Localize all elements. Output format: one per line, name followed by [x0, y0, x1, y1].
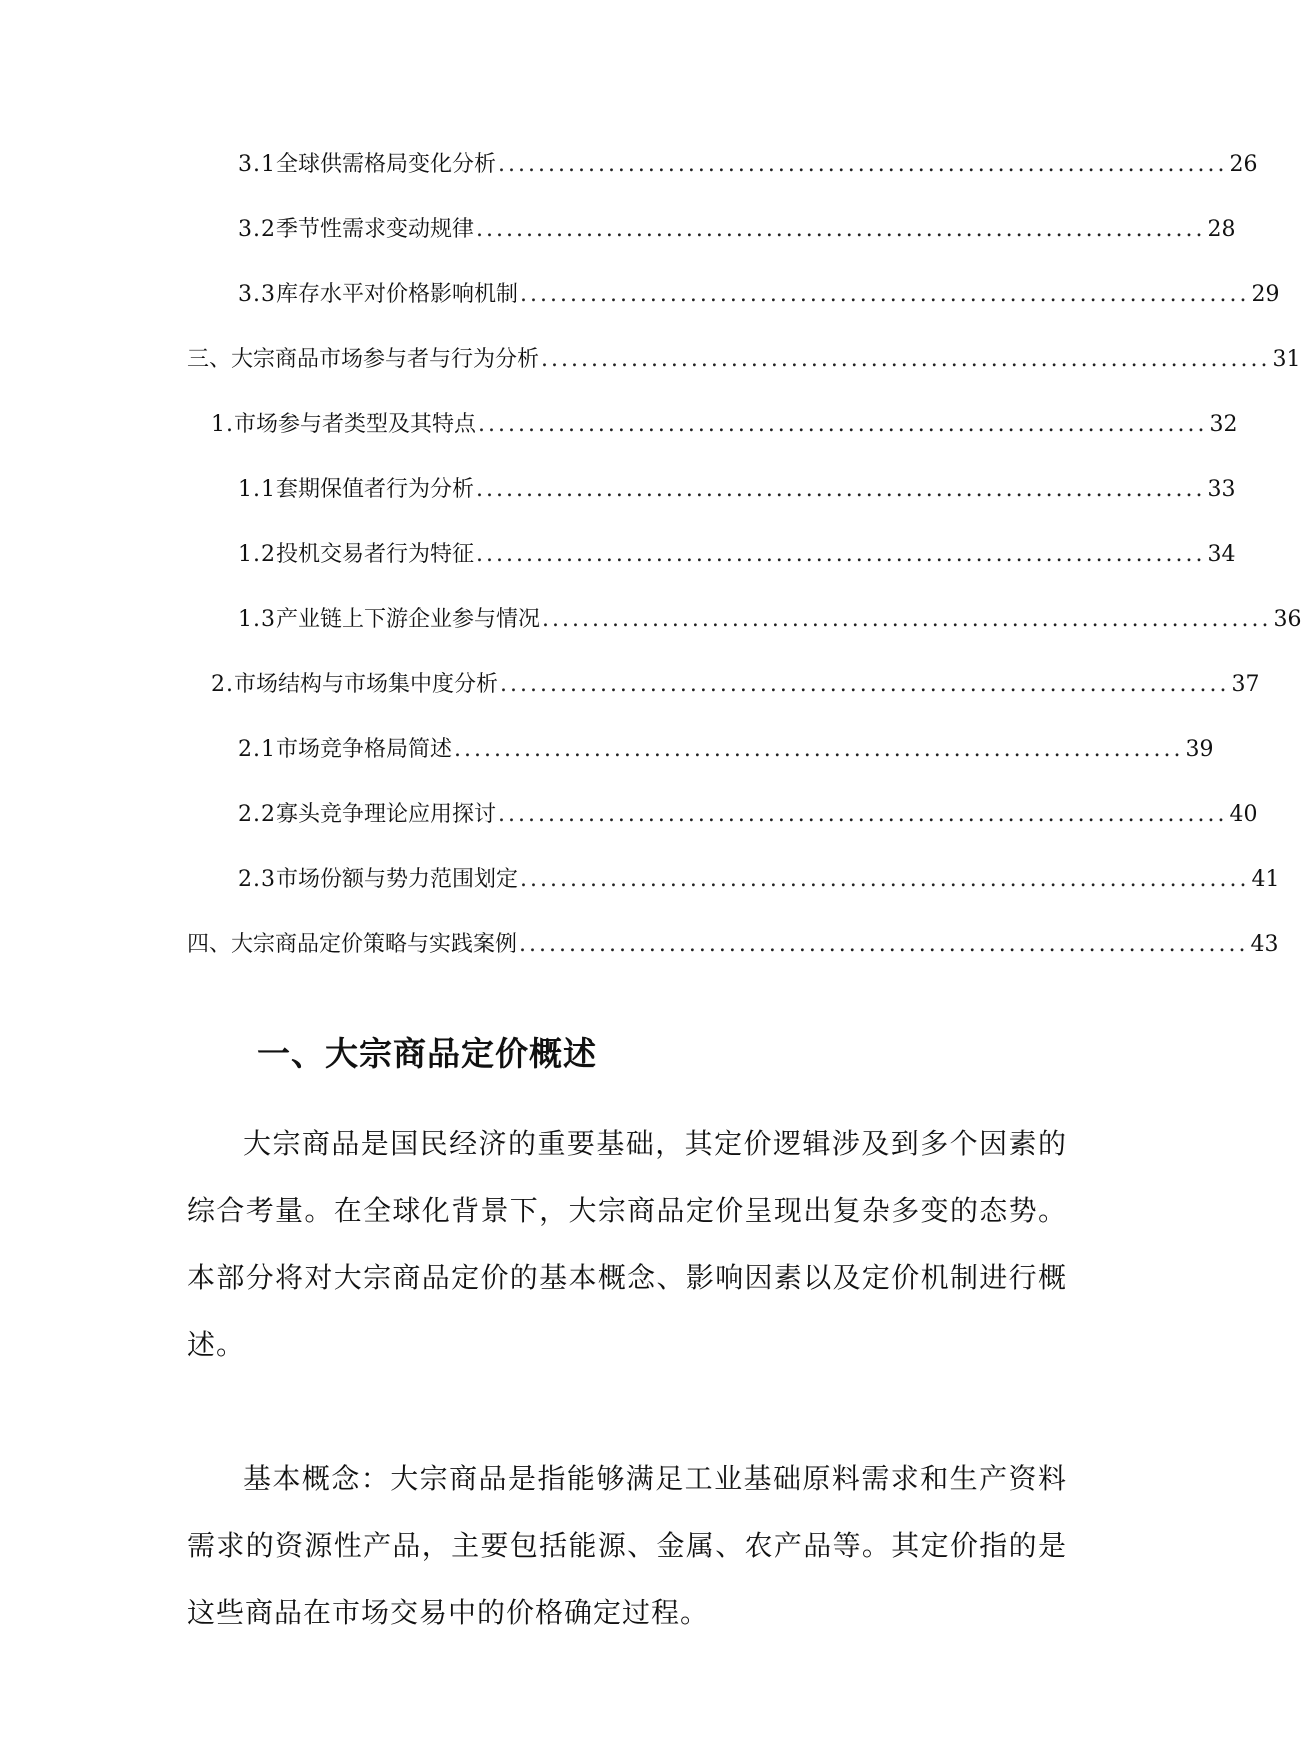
- toc-entry-title: 市场竞争格局简述: [276, 737, 453, 762]
- toc-entry-title: 投机交易者行为特征: [276, 542, 475, 567]
- toc-leader-dots: .........................................................................: [476, 477, 1206, 502]
- toc-leader-dots: .........................................................................: [498, 802, 1228, 827]
- toc-entry-number: 1.3: [238, 607, 276, 632]
- toc-entry-page: 29: [1251, 282, 1280, 307]
- toc-entry-number: 2.1: [238, 737, 276, 762]
- toc-entry[interactable]: [238, 605, 1302, 635]
- toc-leader-dots: .........................................................................: [476, 217, 1206, 242]
- toc-entry-title: 产业链上下游企业参与情况: [276, 607, 541, 632]
- toc-entry-page: 36: [1273, 607, 1302, 632]
- toc-leader-dots: .........................................................................: [500, 672, 1230, 697]
- toc-entry-page: 31: [1272, 347, 1301, 372]
- toc-entry-number: 1.: [211, 412, 234, 437]
- toc-entry-title: 三、大宗商品市场参与者与行为分析: [187, 347, 540, 372]
- toc-entry-title: 市场参与者类型及其特点: [234, 412, 477, 437]
- toc-entry-page: 37: [1231, 672, 1260, 697]
- toc-entry-page: 26: [1229, 152, 1258, 177]
- toc-leader-dots: .........................................................................: [520, 282, 1250, 307]
- toc-entry[interactable]: [238, 540, 1236, 570]
- toc-entry-title: 全球供需格局变化分析: [276, 152, 497, 177]
- section-heading: 一、大宗商品定价概述: [257, 1034, 597, 1073]
- toc-entry-page: 43: [1250, 932, 1279, 957]
- toc-leader-dots: .........................................................................: [478, 412, 1208, 437]
- toc-entry-page: 28: [1207, 217, 1236, 242]
- toc-leader-dots: .........................................................................: [519, 932, 1249, 957]
- toc-leader-dots: .........................................................................: [476, 542, 1206, 567]
- toc-entry-number: 2.2: [238, 802, 276, 827]
- toc-entry-number: 3.3: [238, 282, 276, 307]
- toc-entry-number: 3.2: [238, 217, 276, 242]
- toc-entry[interactable]: [211, 410, 1238, 440]
- toc-leader-dots: .........................................................................: [520, 867, 1250, 892]
- toc-entry[interactable]: [187, 930, 1279, 960]
- toc-entry[interactable]: [238, 280, 1280, 310]
- toc-entry-number: 3.1: [238, 152, 276, 177]
- toc-entry-title: 市场结构与市场集中度分析: [234, 672, 499, 697]
- toc-entry-number: 1.2: [238, 542, 276, 567]
- toc-entry-page: 39: [1185, 737, 1214, 762]
- toc-entry-title: 库存水平对价格影响机制: [276, 282, 519, 307]
- toc-entry[interactable]: [238, 735, 1214, 765]
- toc-entry-number: 2.: [211, 672, 234, 697]
- toc-entry-page: 33: [1207, 477, 1236, 502]
- toc-entry-title: 市场份额与势力范围划定: [276, 867, 519, 892]
- toc-entry-title: 寡头竞争理论应用探讨: [276, 802, 497, 827]
- toc-entry-title: 季节性需求变动规律: [276, 217, 475, 242]
- toc-leader-dots: .........................................................................: [454, 737, 1184, 762]
- toc-leader-dots: .........................................................................: [542, 607, 1272, 632]
- toc-entry[interactable]: [238, 150, 1258, 180]
- toc-entry-page: 41: [1251, 867, 1280, 892]
- toc-leader-dots: .........................................................................: [541, 347, 1271, 372]
- toc-entry-number: 1.1: [238, 477, 276, 502]
- toc-entry-page: 34: [1207, 542, 1236, 567]
- toc-entry-title: 四、大宗商品定价策略与实践案例: [187, 932, 518, 957]
- toc-entry-number: 2.3: [238, 867, 276, 892]
- toc-entry-title: 套期保值者行为分析: [276, 477, 475, 502]
- toc-entry[interactable]: [187, 345, 1301, 375]
- toc-entry[interactable]: [238, 215, 1236, 245]
- toc-entry-page: 32: [1209, 412, 1238, 437]
- body-paragraph: 大宗商品是国民经济的重要基础，其定价逻辑涉及到多个因素的综合考量。在全球化背景下，大宗商品定价呈现出复杂多变的态势。本部分将对大宗商品定价的基本概念、影响因素以及定价机制进行概述。: [187, 1127, 1067, 1361]
- toc-leader-dots: .........................................................................: [498, 152, 1228, 177]
- toc-entry-page: 40: [1229, 802, 1258, 827]
- toc-entry[interactable]: [211, 670, 1260, 700]
- toc-entry[interactable]: [238, 800, 1258, 830]
- toc-entry[interactable]: [238, 475, 1236, 505]
- toc-entry[interactable]: [238, 865, 1280, 895]
- body-paragraph: 基本概念：大宗商品是指能够满足工业基础原料需求和生产资料需求的资源性产品，主要包括能源、金属、农产品等。其定价指的是这些商品在市场交易中的价格确定过程。: [187, 1462, 1067, 1629]
